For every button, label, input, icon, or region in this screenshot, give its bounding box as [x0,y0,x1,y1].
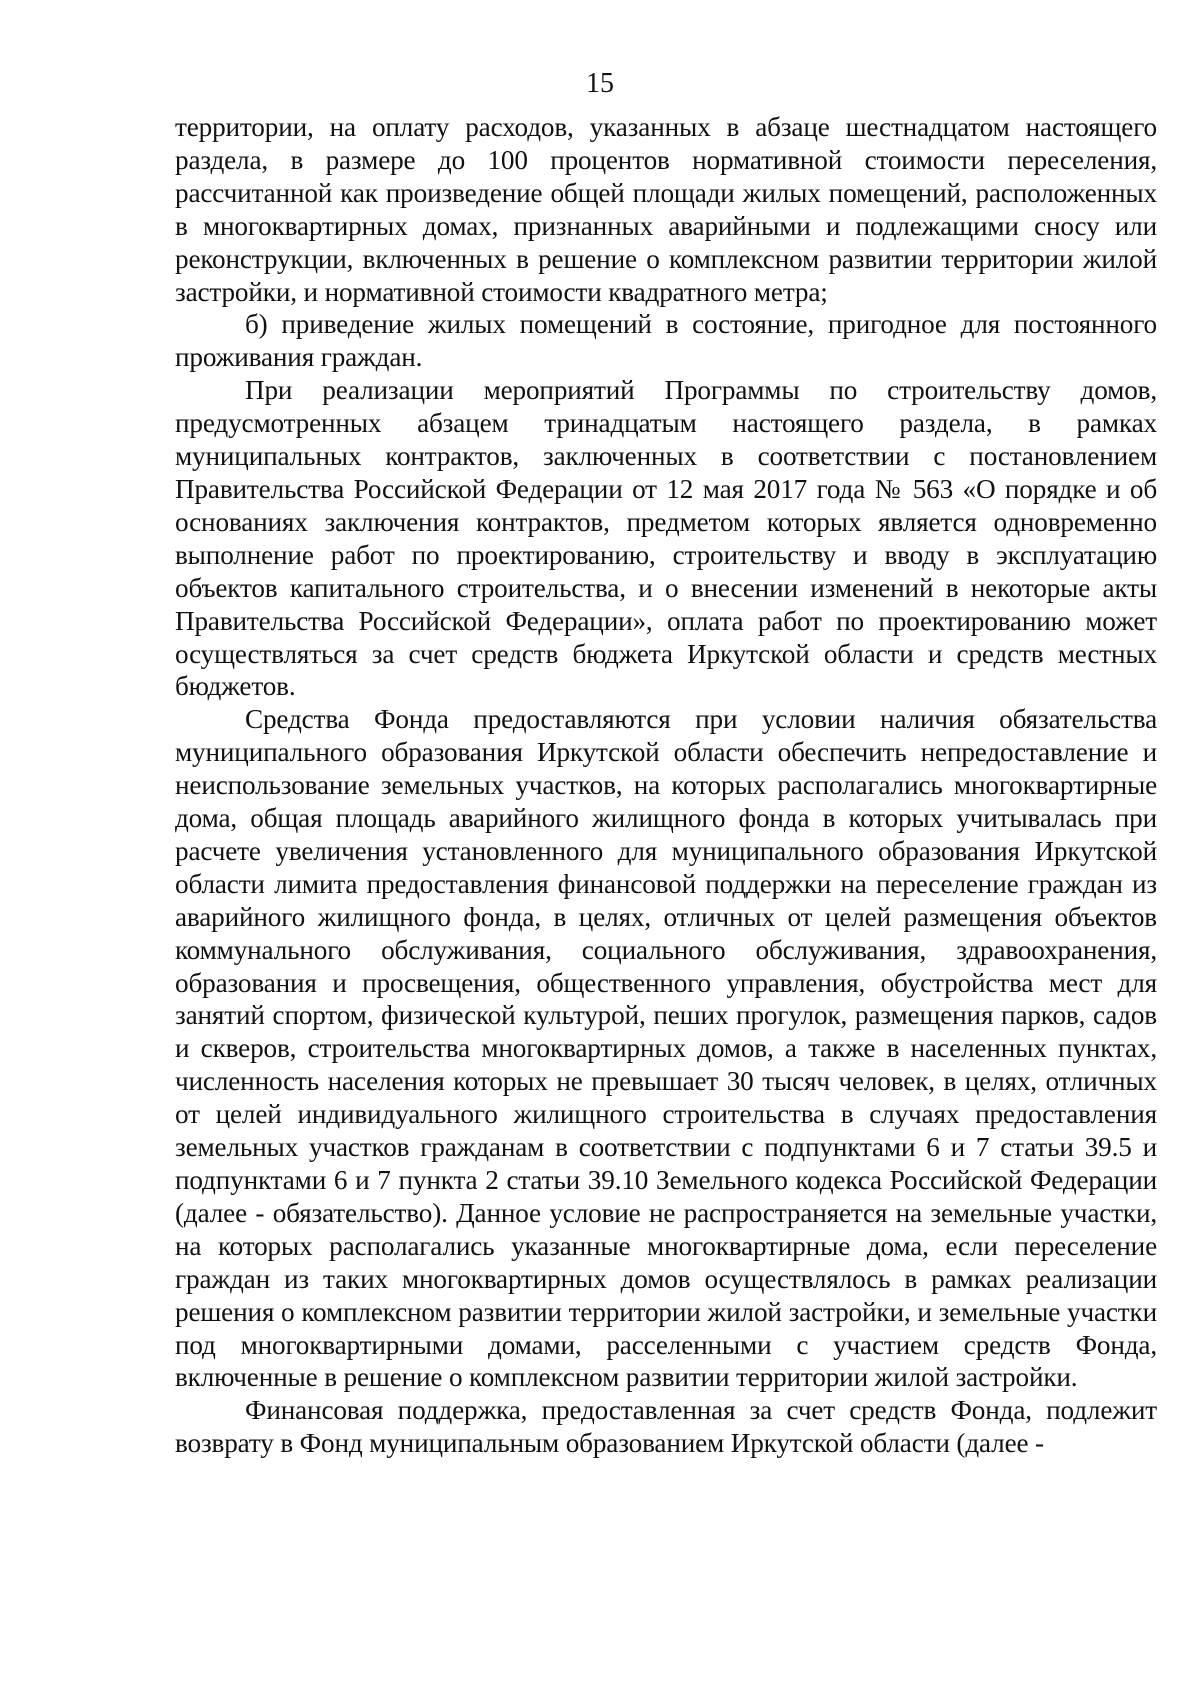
paragraph-refund: Финансовая поддержка, предоставленная за счет средств Фонда, подлежит возврату в Фонд муниципальным образованием Иркутской области (далее - [175,1395,1157,1459]
page-number: 15 [586,68,614,99]
paragraph-item-b: б) приведение жилых помещений в состояние, пригодное для постоянного проживания граждан. [175,309,1157,373]
document-body [175,111,1157,1460]
paragraph-continuation: территории, на оплату расходов, указанных в абзаце шестнадцатом настоящего раздела, в размере до 100 процентов нормативной стоимости переселения, рассчитанной как произведение общей площади жилых помещений, расположенных в многоквартирных домах, признанных аварийными и подлежащими сносу или реконструкции, включенных в решение о комплексном развитии территории жилой застройки, и нормативной стоимости квадратного метра; [175,112,1157,307]
paragraph-design-payment: При реализации мероприятий Программы по строительству домов, предусмотренных абзацем тринадцатым настоящего раздела, в рамках муниципальных контрактов, заключенных в соответствии с постановлением Правительства Российской Федерации от 12 мая 2017 года № 563 «О порядке и об основаниях заключения контрактов, предметом которых является одновременно выполнение работ по проектированию, строительству и вводу в эксплуатацию объектов капитального строительства, и о внесении изменений в некоторые акты Правительства Российской Федерации», оплата работ по проектированию может осуществляться за счет средств бюджета Иркутской области и средств местных бюджетов. [175,375,1157,702]
paragraph-fund-condition: Средства Фонда предоставляются при условии наличия обязательства муниципального образования Иркутской области обеспечить непредоставление и неиспользование земельных участков, на которых располагались многоквартирные дома, общая площадь аварийного жилищного фонда в которых учитывалась при расчете увеличения установленного для муниципального образования Иркутской области лимита предоставления финансовой поддержки на переселение граждан из аварийного жилищного фонда, в целях, отличных от целей размещения объектов коммунального обслуживания, социального обслуживания, здравоохранения, образования и просвещения, общественного управления, обустройства мест для занятий спортом, физической культурой, пеших прогулок, размещения парков, садов и скверов, строительства многоквартирных домов, а также в населенных пунктах, численность населения которых не превышает 30 тысяч человек, в целях, отличных от целей индивидуального жилищного строительства в случаях предоставления земельных участков гражданам в соответствии с подпунктами 6 и 7 статьи 39.5 и подпунктами 6 и 7 пункта 2 статьи 39.10 Земельного кодекса Российской Федерации (далее - обязательство). Данное условие не распространяется на земельные участки, на которых располагались указанные многоквартирные дома, если переселение граждан из таких многоквартирных домов осуществлялось в рамках реализации решения о комплексном развитии территории жилой застройки, и земельные участки под многоквартирными домами, расселенными с участием средств Фонда, включенные в решение о комплексном развитии территории жилой застройки. [175,704,1157,1393]
